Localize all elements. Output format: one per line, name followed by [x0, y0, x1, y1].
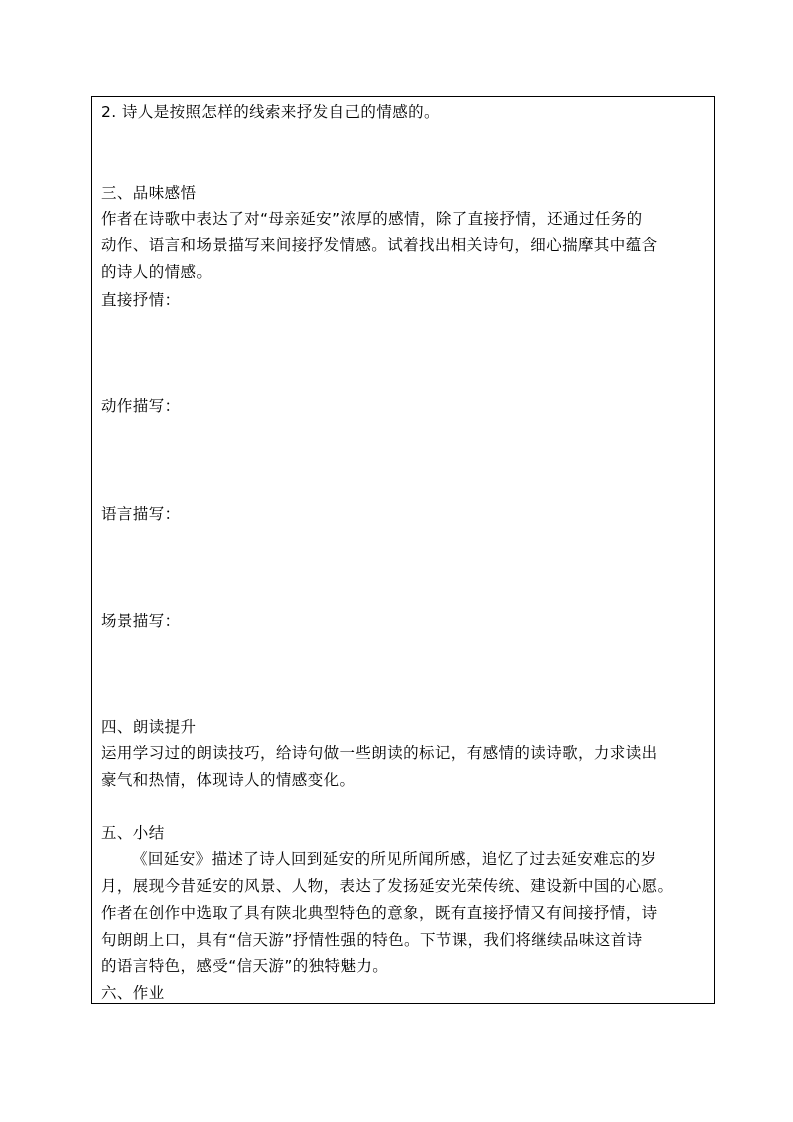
prompt-direct-lyric: 直接抒情：: [101, 291, 181, 309]
section-3-intro-line: 作者在诗歌中表达了对“母亲延安”浓厚的感情，除了直接抒情，还通过任务的: [101, 210, 643, 228]
prompt-scene-description: 场景描写：: [101, 612, 181, 630]
section-3-heading: 三、品味感悟: [101, 184, 197, 202]
section-4-heading: 四、朗读提升: [101, 718, 197, 736]
prompt-action-description: 动作描写：: [101, 397, 181, 415]
section-5-line: 句朗朗上口，具有“信天游”抒情性强的特色。下节课，我们将继续品味这首诗: [101, 931, 643, 949]
section-3-intro-line: 的诗人的情感。: [101, 263, 213, 281]
section-4-line: 运用学习过的朗读技巧，给诗句做一些朗读的标记，有感情的读诗歌，力求读出: [101, 744, 658, 762]
section-5-line: 《回延安》描述了诗人回到延安的所见所闻所感，追忆了过去延安难忘的岁: [132, 850, 657, 868]
section-5-line: 月，展现今昔延安的风景、人物，表达了发扬延安光荣传统、建设新中国的心愿。: [101, 877, 674, 895]
section-5-line: 作者在创作中选取了具有陕北典型特色的意象，既有直接抒情又有间接抒情，诗: [101, 904, 658, 922]
content-table-cell: [91, 96, 715, 1004]
question-2: 2. 诗人是按照怎样的线索来抒发自己的情感的。: [101, 103, 440, 121]
section-3-intro-line: 动作、语言和场景描写来间接抒发情感。试着找出相关诗句，细心揣摩其中蕴含: [101, 236, 658, 254]
section-5-line: 的语言特色，感受“信天游”的独特魅力。: [101, 957, 389, 975]
section-4-line: 豪气和热情，体现诗人的情感变化。: [101, 771, 356, 789]
section-5-heading: 五、小结: [101, 824, 165, 842]
section-6-heading: 六、作业: [101, 984, 165, 1002]
prompt-speech-description: 语言描写：: [101, 505, 181, 523]
